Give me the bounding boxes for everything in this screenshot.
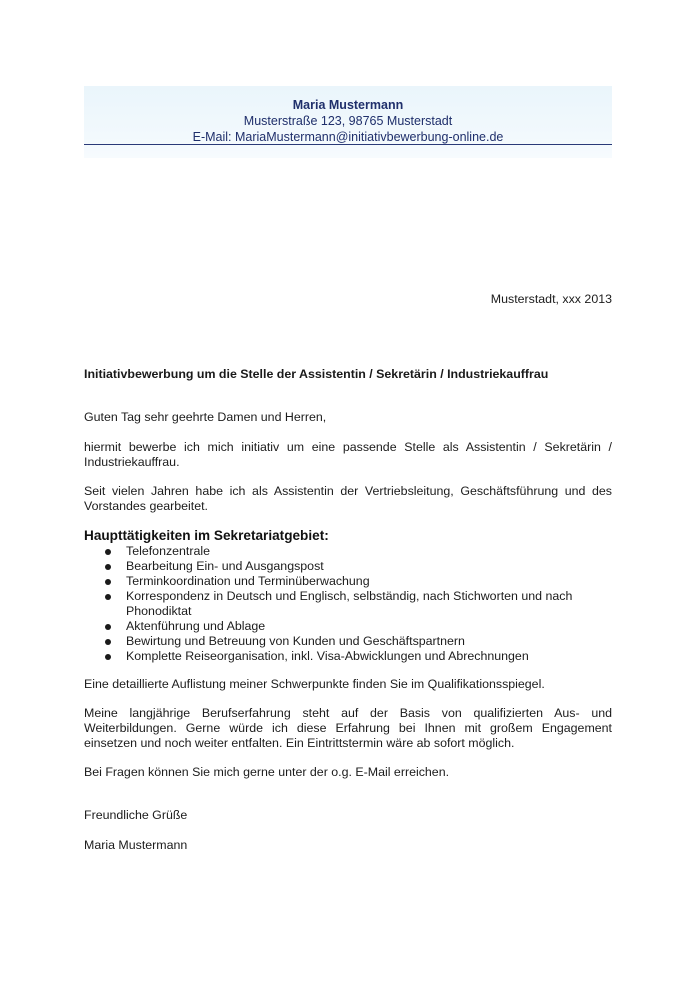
sender-name: Maria Mustermann (292, 98, 404, 112)
list-item-text: Aktenführung und Ablage (126, 619, 266, 633)
paragraph-contact: Bei Fragen können Sie mich gerne unter der o.g. E-Mail erreichen. (84, 765, 450, 779)
bullet-icon (105, 639, 111, 645)
paragraph-intro: hiermit bewerbe ich mich initiativ um eine passende Stelle als Assistentin / Sekretärin / Industriekauffrau. (84, 440, 612, 469)
list-item-text: Bewirtung und Betreuung von Kunden und Geschäftspartnern (126, 634, 465, 648)
section-heading: Haupttätigkeiten im Sekretariatgebiet: (84, 528, 329, 543)
letterhead-text (84, 86, 612, 145)
paragraph-qualifications: Eine detaillierte Auflistung meiner Schwerpunkte finden Sie im Qualifikationsspiegel. (84, 677, 545, 691)
bullet-icon (105, 564, 111, 570)
list-item (84, 559, 612, 574)
list-item (84, 619, 612, 634)
closing: Freundliche Grüße (84, 808, 188, 822)
signature: Maria Mustermann (84, 838, 188, 852)
sender-address: Musterstraße 123, 98765 Musterstadt (243, 114, 453, 128)
paragraph-motivation: Meine langjährige Berufserfahrung steht auf der Basis von qualifizierten Aus- und Weiterbildungen. Gerne würde ich diese Erfahrung bei Ihnen mit großem Engagement einsetzen und noch weiter entfalten. Ein Eintrittstermin wäre ab sofort möglich. (84, 706, 612, 750)
list-item (84, 634, 612, 649)
sender-email: E-Mail: MariaMustermann@initiativbewerbung-online.de (192, 130, 504, 144)
bullet-icon (105, 624, 111, 630)
list-item (84, 649, 612, 664)
letter-date: Musterstadt, xxx 2013 (490, 292, 612, 306)
list-item-text: Telefonzentrale (126, 544, 211, 558)
list-item-text: Terminkoordination und Terminüberwachung (126, 574, 370, 588)
list-item-text: Bearbeitung Ein- und Ausgangspost (126, 559, 324, 573)
letterhead-divider (84, 144, 612, 145)
letter-subject: Initiativbewerbung um die Stelle der Assistentin / Sekretärin / Industriekauffrau (84, 367, 549, 381)
list-item (84, 544, 612, 559)
list-item-text: Korrespondenz in Deutsch und Englisch, selbständig, nach Stichworten und nach Phonodiktat (126, 589, 573, 618)
bullet-icon (105, 654, 111, 660)
letterhead (84, 86, 612, 158)
bullet-icon (105, 594, 111, 600)
salutation: Guten Tag sehr geehrte Damen und Herren, (84, 410, 327, 424)
list-item (84, 589, 612, 619)
bullet-icon (105, 579, 111, 585)
list-item (84, 574, 612, 589)
bullet-icon (105, 549, 111, 555)
task-list (84, 544, 612, 664)
list-item-text: Komplette Reiseorganisation, inkl. Visa-Abwicklungen und Abrechnungen (126, 649, 529, 663)
paragraph-experience: Seit vielen Jahren habe ich als Assistentin der Vertriebsleitung, Geschäftsführung und des Vorstandes gearbeitet. (84, 484, 612, 513)
